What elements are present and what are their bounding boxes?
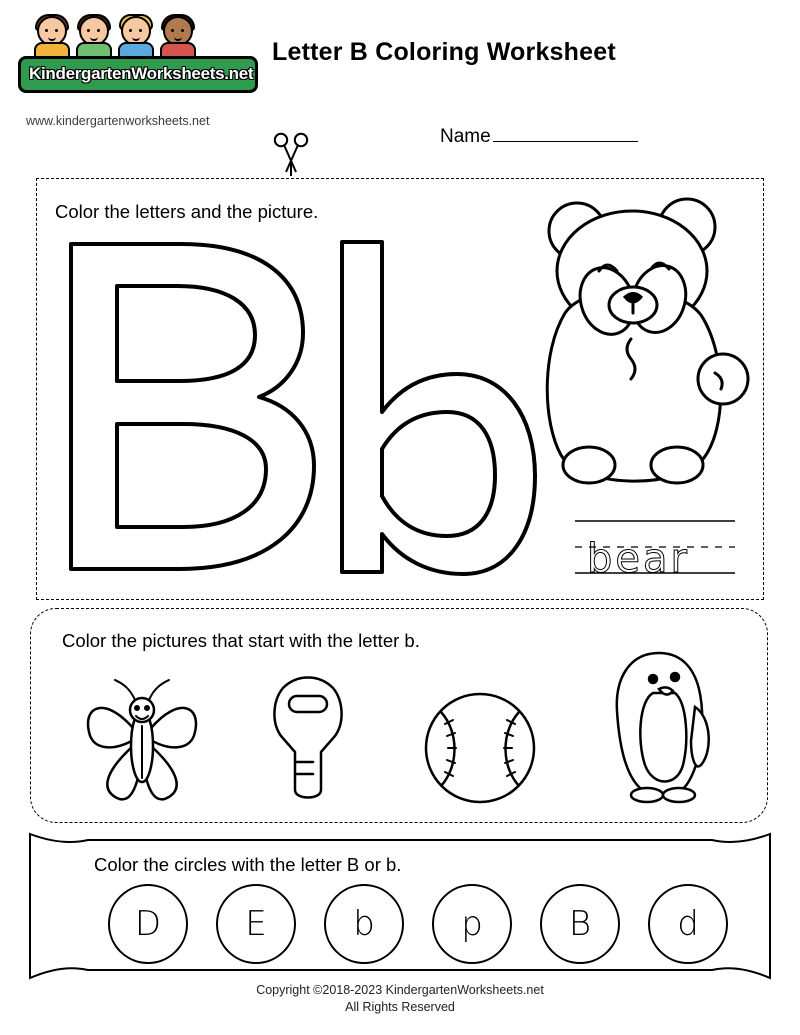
section-color-pictures	[30, 608, 768, 823]
rights-text: All Rights Reserved	[345, 1000, 455, 1014]
circle-letter: B	[568, 904, 592, 944]
site-logo[interactable]	[18, 14, 258, 93]
circle-option[interactable]	[324, 884, 404, 964]
logo-banner	[18, 56, 258, 93]
circle-letter: D	[134, 904, 162, 944]
copyright-text: Copyright ©2018-2023 KindergartenWorksheets.net	[256, 983, 544, 997]
name-label: Name	[440, 126, 491, 147]
picture-bird-penguin[interactable]	[595, 645, 725, 815]
circle-option[interactable]	[216, 884, 296, 964]
picture-baseball[interactable]	[415, 680, 545, 815]
logo-text: KindergartenWorksheets.net	[29, 64, 254, 83]
section2-instruction: Color the pictures that start with the letter b.	[62, 630, 420, 651]
traced-word-bear[interactable]	[575, 517, 735, 581]
circle-option[interactable]	[648, 884, 728, 964]
logo-kid-2	[74, 14, 114, 60]
circle-option[interactable]	[432, 884, 512, 964]
circle-letter: p	[461, 904, 483, 944]
picture-key[interactable]	[255, 670, 365, 815]
section-color-letters	[36, 178, 764, 600]
svg-text:bear: bear	[587, 536, 690, 581]
bear-illustration[interactable]	[527, 193, 757, 513]
circle-letter: d	[677, 904, 699, 944]
section1-instruction: Color the letters and the picture.	[55, 201, 319, 222]
page-footer	[0, 982, 800, 1016]
logo-kid-3	[116, 14, 156, 60]
circle-option[interactable]	[108, 884, 188, 964]
circle-option[interactable]	[540, 884, 620, 964]
circle-letter: b	[353, 904, 375, 944]
scissors-icon	[270, 132, 312, 178]
logo-kids-illustration	[32, 14, 232, 60]
page-header	[0, 0, 800, 147]
circle-letter: E	[245, 904, 267, 944]
logo-kid-1	[32, 14, 72, 60]
section-color-circles	[22, 830, 778, 982]
site-url: www.kindergartenworksheets.net	[26, 114, 210, 128]
picture-butterfly[interactable]	[75, 670, 205, 815]
name-field	[440, 126, 638, 148]
name-input-rule[interactable]	[493, 127, 638, 142]
logo-kid-4	[158, 14, 198, 60]
page-title: Letter B Coloring Worksheet	[272, 38, 616, 66]
letter-bb-outline[interactable]	[59, 234, 539, 579]
section3-instruction: Color the circles with the letter B or b.	[94, 854, 402, 875]
